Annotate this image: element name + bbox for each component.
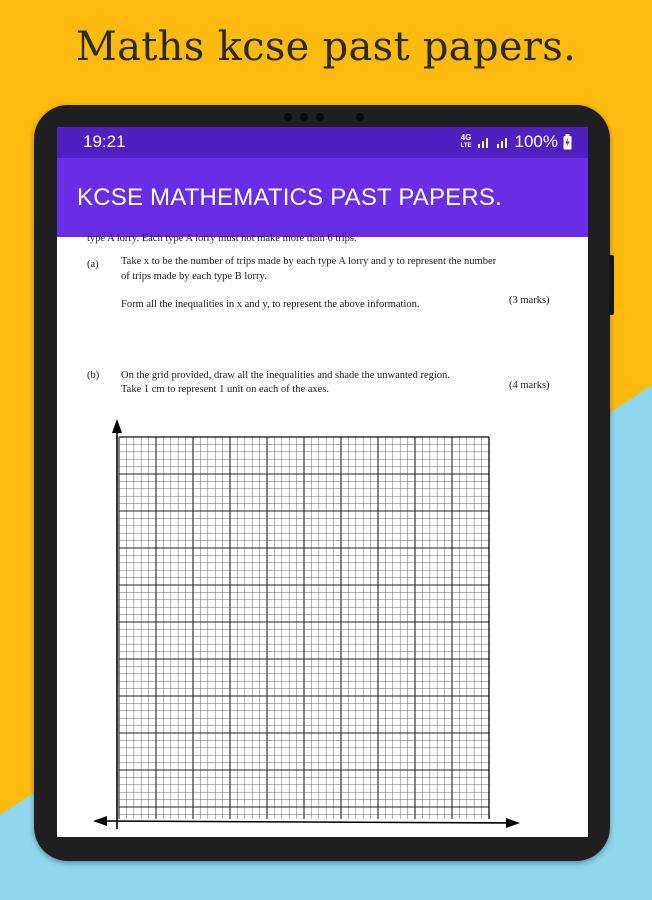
network-type-label [461,134,472,150]
battery-percent: 100% [514,132,558,151]
promo-headline: Maths kcse past papers. [75,24,577,70]
part-a-line-2: of trips made by each type B lorry. [121,271,267,282]
y-axis-arrow [112,419,122,433]
part-a-line-1: Take x to be the number of trips made by each type A lorry and y to represent the number [121,256,497,267]
part-a-instruction: Form all the inequalities in x and y, to represent the above information. [121,299,420,310]
network-lte: LTE [460,143,472,149]
part-b-line-2: Take 1 cm to represent 1 unit on each of the axes. [121,384,330,395]
part-b-label: (b) [87,370,100,381]
camera-dot [356,113,364,121]
part-a-label: (a) [87,259,99,270]
past-paper-page[interactable] [57,233,588,837]
part-b-marks: (4 marks) [509,380,550,391]
signal-icon [477,135,491,149]
battery-charging-icon [563,134,572,150]
side-button [609,255,614,315]
status-bar [57,127,588,158]
camera-dot [284,113,292,121]
app-bar [57,158,588,237]
status-icons [461,132,572,152]
camera-dot [300,113,308,121]
x-axis [101,821,512,823]
app-title: KCSE MATHEMATICS PAST PAPERS. [77,184,502,211]
grid-lines [119,437,489,819]
part-a-marks: (3 marks) [509,295,550,306]
signal-icon [496,135,510,149]
x-axis-arrow-right [506,818,520,828]
part-b-line-1: On the grid provided, draw all the inequalities and shade the unwanted region. [121,370,450,381]
camera-dot [316,113,324,121]
x-axis-arrow-left [93,816,107,826]
graph-paper-grid [57,237,588,837]
network-4g: 4G [460,133,472,142]
device-screen [57,127,588,837]
tablet-frame [34,105,610,861]
status-time: 19:21 [83,132,126,151]
intro-text: type A lorry. Each type A lorry must not make more than 6 trips. [87,233,357,244]
